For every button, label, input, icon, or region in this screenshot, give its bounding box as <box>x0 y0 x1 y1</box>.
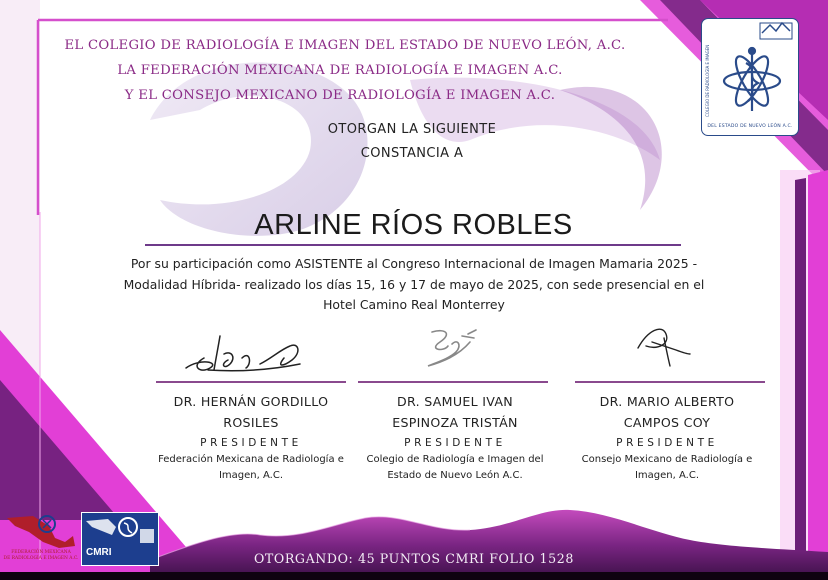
grant-line-2: CONSTANCIA A <box>360 146 464 161</box>
signer-org-line-1: Federación Mexicana de Radiología e <box>158 454 344 465</box>
signer-role: PRESIDENTE <box>616 437 718 449</box>
cmri-map-icon <box>82 513 158 547</box>
fmri-logo-text <box>3 550 79 562</box>
signer-2 <box>350 391 560 483</box>
signature-samuel-espinoza <box>418 322 488 372</box>
signer-name-line-1: DR. MARIO ALBERTO <box>599 394 735 409</box>
grant-line-1: OTORGAN LA SIGUIENTE <box>327 122 497 137</box>
atom-caduceus-icon <box>702 19 798 135</box>
signer-1 <box>146 391 356 483</box>
recipient-underline <box>145 244 681 246</box>
signer-name-line-2: ESPINOZA TRISTÁN <box>392 415 518 430</box>
signature-line-1 <box>156 381 346 383</box>
fmri-logo <box>3 512 79 570</box>
header-line-2: LA FEDERACIÓN MEXICANA DE RADIOLOGÍA E IMAGEN A.C. <box>117 63 563 78</box>
signature-line-3 <box>575 381 765 383</box>
fmri-logo-text-line-1: FEDERACIÓN MEXICANA <box>11 550 71 555</box>
signer-name-line-1: DR. SAMUEL IVAN <box>397 394 513 409</box>
signature-hernan-gordillo <box>180 328 310 380</box>
signer-3 <box>562 391 772 483</box>
signer-name-line-1: DR. HERNÁN GORDILLO <box>173 394 329 409</box>
signer-org-line-1: Colegio de Radiología e Imagen del <box>366 454 544 465</box>
signer-name-line-2: CAMPOS COY <box>623 415 711 430</box>
signer-org-line-2: Imagen, A.C. <box>634 470 700 481</box>
cmri-logo-text: CMRI <box>86 547 112 558</box>
header-line-3: Y EL CONSEJO MEXICANO DE RADIOLOGÍA E IMAGEN A.C. <box>124 88 556 103</box>
signer-role: PRESIDENTE <box>404 437 506 449</box>
fmri-logo-text-line-2: DE RADIOLOGÍA E IMAGEN A.C. <box>3 556 79 561</box>
colegio-emblem-logo <box>701 18 799 136</box>
signer-role: PRESIDENTE <box>200 437 302 449</box>
signer-name-line-2: ROSILES <box>223 415 279 430</box>
footer-points-folio: OTORGANDO: 45 PUNTOS CMRI FOLIO 1528 <box>253 551 574 566</box>
mexico-map-icon <box>3 512 79 552</box>
cmri-logo <box>81 512 159 566</box>
header-line-1: EL COLEGIO DE RADIOLOGÍA E IMAGEN DEL ESTADO DE NUEVO LEÓN, A.C. <box>64 38 626 53</box>
emblem-bottom-text: DEL ESTADO DE NUEVO LEÓN A.C. <box>707 124 793 129</box>
signer-org-line-2: Estado de Nuevo León A.C. <box>387 470 523 481</box>
certificate-body-text: Por su participación como ASISTENTE al Congreso Internacional de Imagen Mamaria 2025 - Modalidad Híbrida- realizado los días 15, 16 y 17 de mayo de 2025, con sede presencial en el Hotel Camino Real Monterrey <box>123 256 705 312</box>
emblem-side-text: COLEGIO DE RADIOLOGÍA E IMAGEN <box>705 44 710 117</box>
signer-org-line-1: Consejo Mexicano de Radiología e <box>581 454 753 465</box>
signature-mario-campos <box>632 320 696 370</box>
signer-org-line-2: Imagen, A.C. <box>218 470 284 481</box>
signature-line-2 <box>358 381 548 383</box>
recipient-name: ARLINE RÍOS ROBLES <box>254 209 573 241</box>
